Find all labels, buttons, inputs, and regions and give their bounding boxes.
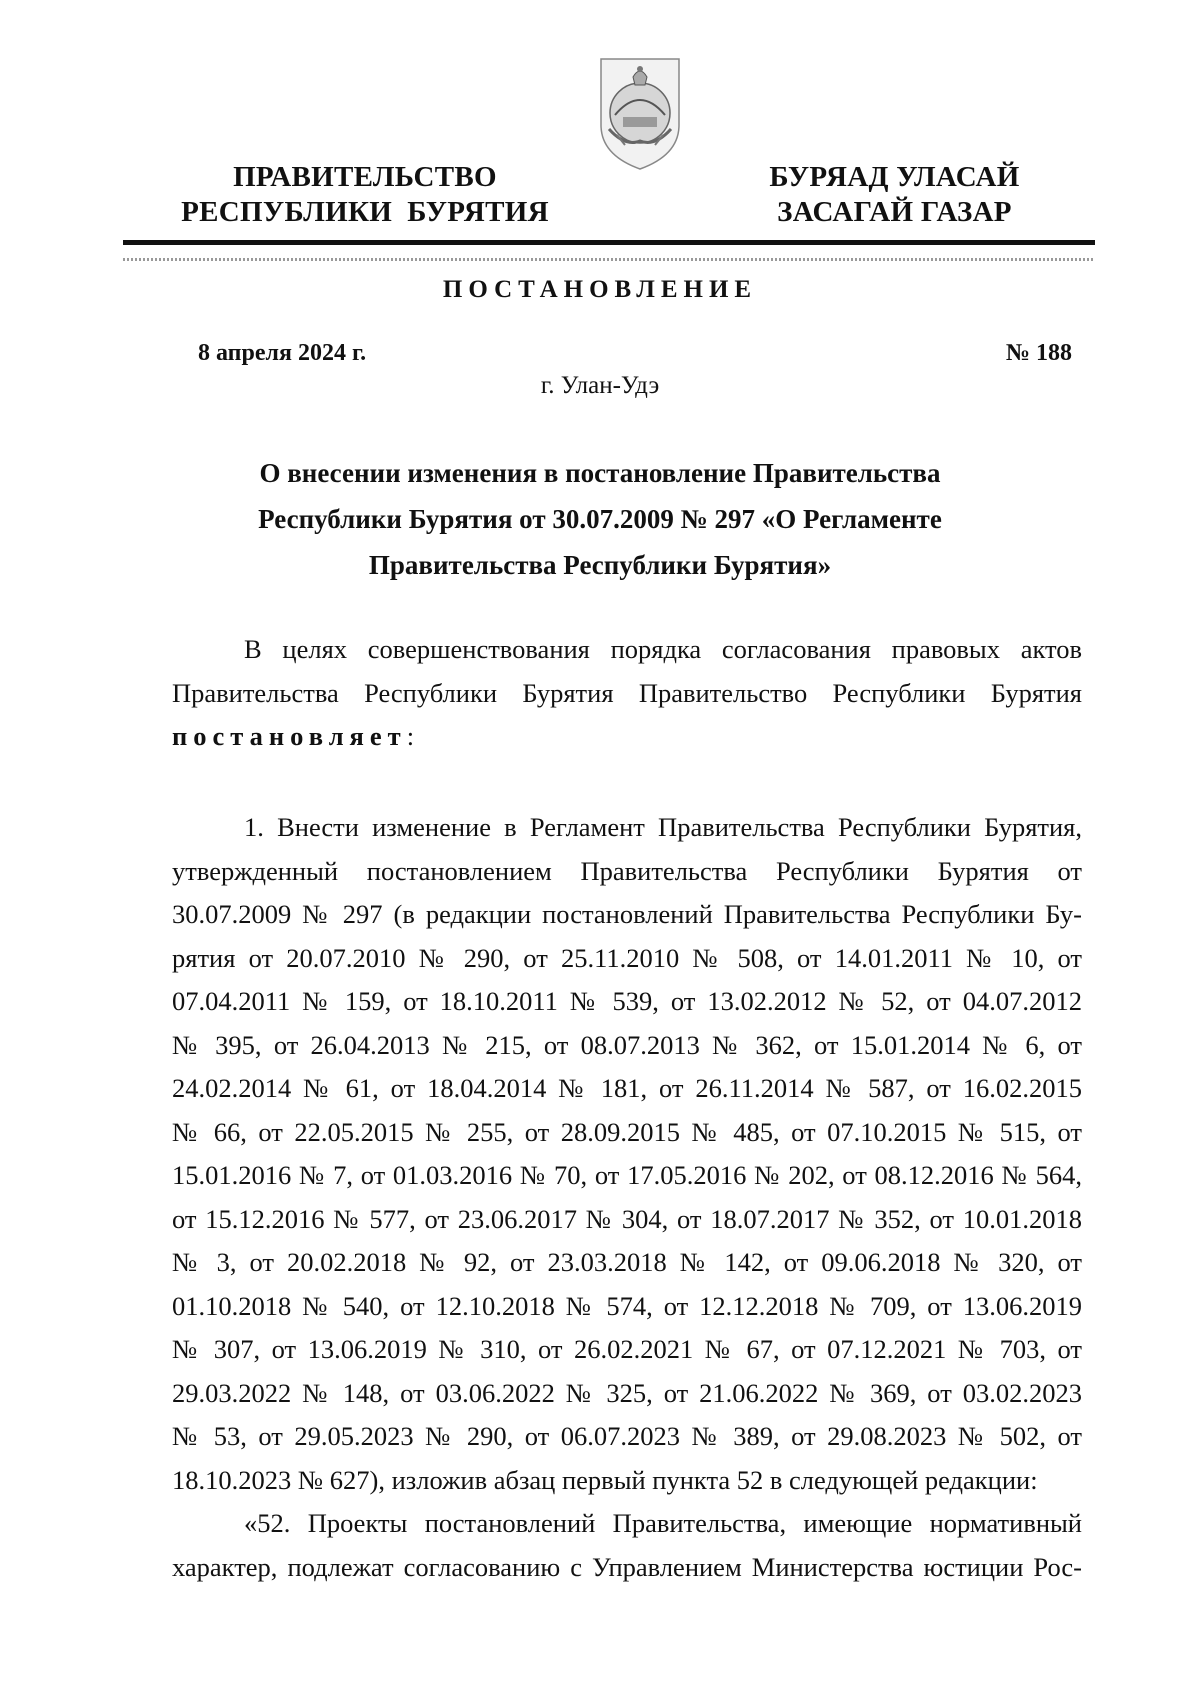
colon: :	[406, 721, 415, 751]
title-line: О внесении изменения в постановление Правительства	[259, 458, 941, 488]
body-line: 18.10.2023 № 627), изложив абзац первый пункта 52 в следующей редакции:	[172, 1464, 1038, 1495]
body-line: № 66, от 22.05.2015 № 255, от 28.09.2015 № 485, от 07.10.2015 № 515, от	[172, 1116, 1082, 1147]
paragraph-1	[172, 806, 1082, 1589]
body-line: № 53, от 29.05.2023 № 290, от 06.07.2023 № 389, от 29.08.2023 № 502, от	[172, 1421, 1082, 1451]
document-number: № 188	[1005, 340, 1072, 366]
body-line: В целях совершенствования порядка согласования правовых актов	[244, 634, 1082, 664]
body-line: № 307, от 13.06.2019 № 310, от 26.02.2021 № 67, от 07.12.2021 № 703, от	[172, 1334, 1082, 1364]
body-line: 01.10.2018 № 540, от 12.10.2018 № 574, от 12.12.2018 № 709, от 13.06.2019	[172, 1290, 1082, 1321]
org-name-buryat-line-1: БУРЯАД УЛАСАЙ	[769, 161, 1020, 193]
spaced-keyword: постановляет	[172, 721, 407, 751]
org-name-russian-line-2: РЕСПУБЛИКИ БУРЯТИЯ	[181, 196, 549, 228]
body-line: № 395, от 26.04.2013 № 215, от 08.07.2013 № 362, от 15.01.2014 № 6, от	[172, 1029, 1082, 1060]
title-line: Республики Бурятия от 30.07.2009 № 297 «О Регламенте	[258, 504, 942, 534]
coat-of-arms-icon	[595, 55, 685, 173]
body-line: 24.02.2014 № 61, от 18.04.2014 № 181, от 26.11.2014 № 587, от 16.02.2015	[172, 1073, 1082, 1103]
document-type: ПОСТАНОВЛЕНИЕ	[442, 276, 758, 303]
body-line: рятия от 20.07.2010 № 290, от 25.11.2010 № 508, от 14.01.2011 № 10, от	[172, 942, 1082, 973]
document-city: г. Улан-Удэ	[540, 372, 660, 399]
body-line: 07.04.2011 № 159, от 18.10.2011 № 539, от 13.02.2012 № 52, от 04.07.2012	[172, 986, 1082, 1016]
org-name-buryat	[752, 160, 1037, 230]
body-line: 15.01.2016 № 7, от 01.03.2016 № 70, от 17.05.2016 № 202, от 08.12.2016 № 564,	[172, 1160, 1082, 1190]
document-title	[150, 450, 1050, 588]
header-rule-thin	[123, 258, 1095, 261]
org-name-buryat-line-2: ЗАСАГАЙ ГАЗАР	[777, 196, 1012, 228]
quote-line: характер, подлежат согласованию с Управлением Министерства юстиции Рос-	[172, 1551, 1082, 1582]
body-line: 30.07.2009 № 297 (в редакции постановлений Правительства Республики Бу-	[172, 899, 1082, 929]
body-line: 29.03.2022 № 148, от 03.06.2022 № 325, от 21.06.2022 № 369, от 03.02.2023	[172, 1377, 1082, 1408]
body-line: 1. Внести изменение в Регламент Правительства Республики Бурятия,	[244, 812, 1082, 842]
body-line: № 3, от 20.02.2018 № 92, от 23.03.2018 № 142, от 09.06.2018 № 320, от	[172, 1247, 1082, 1277]
preamble-paragraph	[172, 628, 1082, 759]
body-line	[172, 715, 1082, 759]
body-line: Правительства Республики Бурятия Правительство Республики Бурятия	[172, 677, 1082, 708]
org-name-russian-line-1: ПРАВИТЕЛЬСТВО	[233, 161, 497, 193]
title-line: Правительства Республики Бурятия»	[368, 550, 832, 580]
org-name-russian	[175, 160, 555, 230]
document-date: 8 апреля 2024 г.	[198, 340, 367, 366]
header-rule-thick	[123, 240, 1095, 245]
quote-line: «52. Проекты постановлений Правительства, имеющие нормативный	[244, 1508, 1082, 1538]
body-line: утвержденный постановлением Правительства Республики Бурятия от	[172, 855, 1082, 886]
body-line: от 15.12.2016 № 577, от 23.06.2017 № 304, от 18.07.2017 № 352, от 10.01.2018	[172, 1203, 1082, 1234]
